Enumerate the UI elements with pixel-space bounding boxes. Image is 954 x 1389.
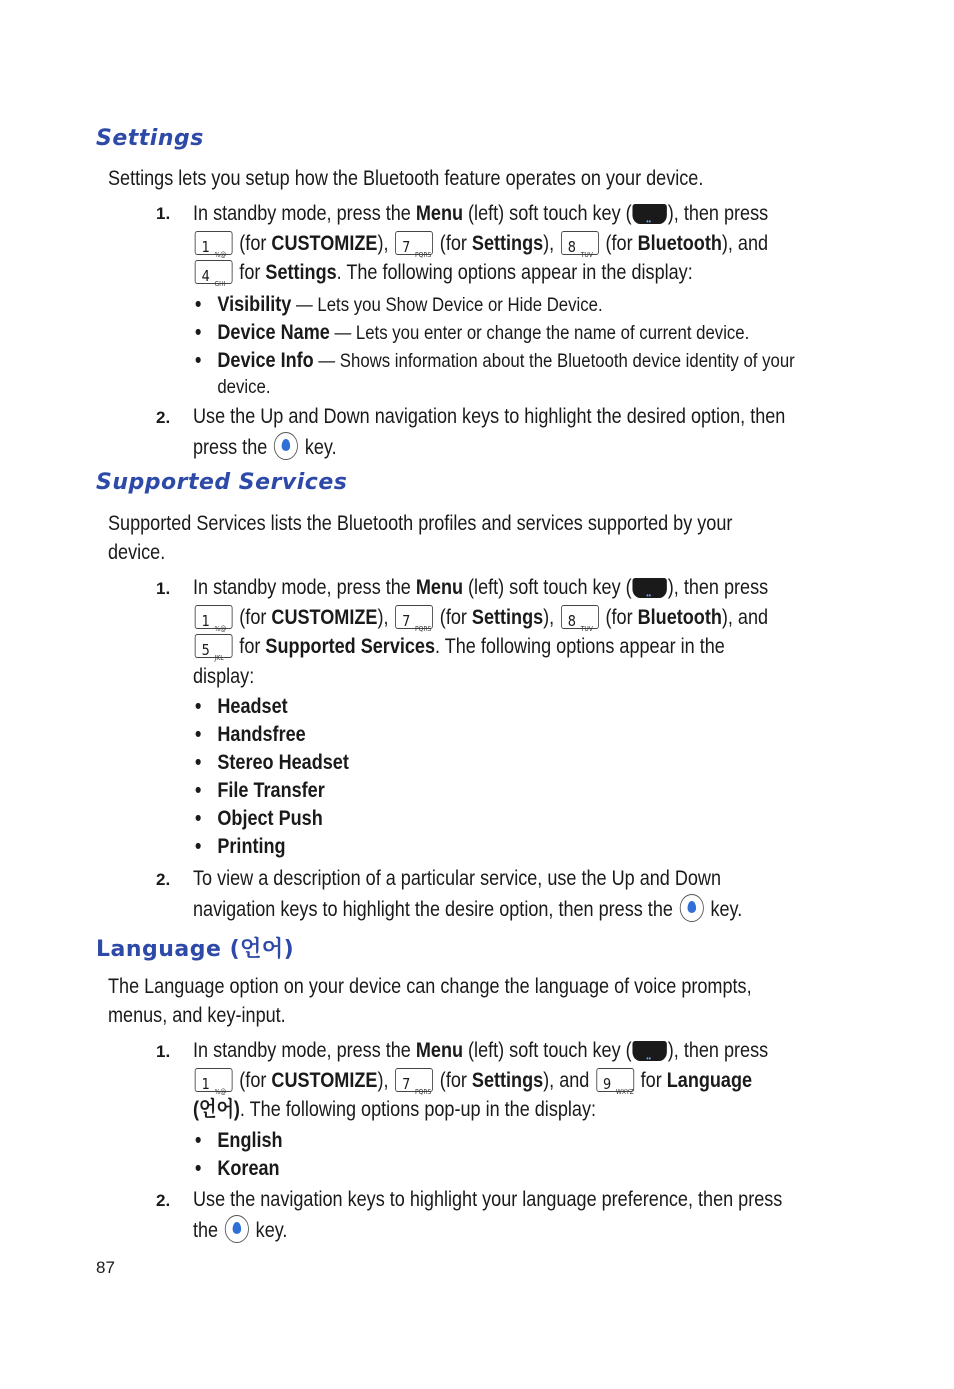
bullet-bold: Visibility xyxy=(217,293,292,316)
text: (for xyxy=(434,231,472,255)
text: ), xyxy=(377,605,389,629)
key-num: 9 xyxy=(602,1074,612,1093)
language-label: Language xyxy=(666,1068,753,1092)
settings-label: Settings xyxy=(265,261,337,284)
key-letters: WXYZ xyxy=(615,1087,634,1096)
key-letters: PQRS xyxy=(415,624,432,633)
bullet-english: • English xyxy=(195,1129,283,1152)
text: display: xyxy=(193,664,255,688)
text: key. xyxy=(250,1218,288,1242)
text: (for xyxy=(434,1068,472,1092)
text: ), xyxy=(377,1068,389,1092)
key-7-icon xyxy=(395,231,433,259)
text: (for xyxy=(600,231,638,255)
bullet-text: device. xyxy=(217,376,271,398)
key-num: 1 xyxy=(201,237,210,256)
key-letters: TUV xyxy=(580,250,593,259)
bullet-bold: File Transfer xyxy=(217,779,325,802)
settings-label: Settings xyxy=(471,231,544,255)
ok-key-icon xyxy=(274,432,298,460)
customize-label: CUSTOMIZE xyxy=(271,231,378,255)
text: (for xyxy=(600,605,638,629)
key-letters: %@ xyxy=(214,624,227,633)
key-letters: PQRS xyxy=(415,250,432,259)
text: key. xyxy=(705,897,743,921)
page-number: 87 xyxy=(96,1258,115,1277)
bullet-bold: Handsfree xyxy=(217,723,306,746)
language-intro xyxy=(108,972,822,1030)
text: (left) soft touch key ( xyxy=(463,202,632,225)
key-letters: %@ xyxy=(214,1087,227,1096)
text: ), xyxy=(543,231,555,255)
supported-step1-number: 1. xyxy=(156,579,171,598)
bullet-bold: Stereo Headset xyxy=(217,751,349,774)
text: . The following options pop-up in the display: xyxy=(239,1098,597,1121)
text: ), and xyxy=(721,605,769,629)
key-num: 8 xyxy=(567,237,577,256)
settings-intro: Settings lets you setup how the Bluetooth feature operates on your device. xyxy=(108,167,704,190)
key-num: 5 xyxy=(201,641,210,659)
supported-step2 xyxy=(193,864,829,924)
language-step1-number: 1. xyxy=(156,1042,171,1061)
menu-label: Menu xyxy=(415,202,464,225)
settings-heading: Settings xyxy=(96,126,204,151)
text: Supported Services lists the Bluetooth profiles and services supported by your xyxy=(108,512,733,535)
settings-label: Settings xyxy=(471,1068,544,1092)
supported-step2-number: 2. xyxy=(156,870,171,889)
text: navigation keys to highlight the desire option, then press the xyxy=(193,897,678,921)
ok-key-icon xyxy=(225,1215,249,1243)
bullet-stereo-headset: • Stereo Headset xyxy=(195,751,349,774)
key-1-icon xyxy=(195,231,233,259)
bullet-bold: Printing xyxy=(217,835,286,858)
text: . The following options appear in the xyxy=(435,635,725,658)
bullet-bold: Object Push xyxy=(217,807,323,830)
settings-label: Settings xyxy=(471,605,544,629)
bullet-text: — Lets you enter or change the name of current device. xyxy=(329,322,750,344)
key-5-icon xyxy=(195,634,233,662)
text: (for xyxy=(234,1068,272,1092)
key-8-icon xyxy=(561,231,599,259)
text: Use the navigation keys to highlight your language preference, then press xyxy=(193,1188,783,1211)
key-7-icon xyxy=(395,605,433,633)
settings-step1-number: 1. xyxy=(156,204,171,223)
key-num: 4 xyxy=(201,267,210,285)
left-soft-key-icon xyxy=(633,1041,667,1061)
key-letters: JKL xyxy=(214,654,224,662)
text: (left) soft touch key ( xyxy=(463,576,632,599)
bullet-korean: • Korean xyxy=(195,1157,280,1180)
language-heading: Language (언어) xyxy=(96,937,295,962)
key-letters: %@ xyxy=(214,250,227,259)
key-num: 1 xyxy=(201,1074,210,1093)
text: for xyxy=(234,261,266,284)
bluetooth-label: Bluetooth xyxy=(637,605,722,629)
key-letters: GHI xyxy=(214,280,226,288)
key-num: 1 xyxy=(201,611,210,630)
bullet-bold: English xyxy=(217,1129,283,1152)
text: ), then press xyxy=(667,576,769,599)
key-letters: PQRS xyxy=(415,1087,432,1096)
language-korean-label: (언어) xyxy=(193,1098,240,1121)
customize-label: CUSTOMIZE xyxy=(271,605,378,629)
language-step2-number: 2. xyxy=(156,1191,171,1210)
text: The Language option on your device can change the language of voice prompts, xyxy=(108,975,752,998)
text: key. xyxy=(299,435,337,459)
bullet-object-push: • Object Push xyxy=(195,807,323,830)
text: (for xyxy=(234,605,272,629)
bullet-handsfree: • Handsfree xyxy=(195,723,306,746)
settings-step2-number: 2. xyxy=(156,408,171,427)
text: (for xyxy=(234,231,272,255)
bullet-text: — Shows information about the Bluetooth device identity of your xyxy=(313,350,795,372)
text: for xyxy=(635,1068,667,1092)
text: (left) soft touch key ( xyxy=(463,1039,632,1062)
bullet-bold: Device Name xyxy=(217,321,330,344)
key-num: 8 xyxy=(567,611,577,630)
key-8-icon xyxy=(561,605,599,633)
left-soft-key-icon xyxy=(633,204,667,224)
text: for xyxy=(234,635,266,658)
text: ), xyxy=(543,605,555,629)
menu-label: Menu xyxy=(415,1039,464,1062)
menu-label: Menu xyxy=(415,576,464,599)
text: menus, and key-input. xyxy=(108,1004,286,1027)
supported-services-heading: Supported Services xyxy=(96,470,348,495)
text: In standby mode, press the xyxy=(193,202,416,225)
language-step1 xyxy=(193,1036,829,1125)
text: Use the Up and Down navigation keys to highlight the desired option, then xyxy=(193,405,786,428)
text: ), then press xyxy=(667,202,769,225)
supported-step1 xyxy=(193,573,829,691)
bullet-headset: • Headset xyxy=(195,695,288,718)
ok-key-icon xyxy=(680,894,704,922)
key-9-icon xyxy=(596,1068,634,1096)
settings-step1 xyxy=(193,199,829,288)
text: . The following options appear in the display: xyxy=(336,261,693,284)
bullet-device-name: • Device Name — Lets you enter or change the name of current device. xyxy=(195,321,750,344)
bullet-visibility: • Visibility — Lets you Show Device or Hide Device. xyxy=(195,293,603,316)
key-num: 7 xyxy=(402,237,411,256)
supported-intro xyxy=(108,509,822,567)
key-num: 7 xyxy=(402,611,411,630)
bullet-text: — Lets you Show Device or Hide Device. xyxy=(291,294,603,316)
text: device. xyxy=(108,541,166,564)
text: ), xyxy=(377,231,389,255)
customize-label: CUSTOMIZE xyxy=(271,1068,378,1092)
key-letters: TUV xyxy=(580,624,593,633)
text: ), then press xyxy=(667,1039,769,1062)
bullet-bold: Headset xyxy=(217,695,288,718)
text: the xyxy=(193,1218,224,1242)
settings-step2 xyxy=(193,402,829,462)
key-1-icon xyxy=(195,605,233,633)
bullet-file-transfer: • File Transfer xyxy=(195,779,325,802)
text: In standby mode, press the xyxy=(193,1039,416,1062)
bullet-bold: Device Info xyxy=(217,349,314,372)
key-7-icon xyxy=(395,1068,433,1096)
key-1-icon xyxy=(195,1068,233,1096)
left-soft-key-icon xyxy=(633,578,667,598)
text: (for xyxy=(434,605,472,629)
text: ), and xyxy=(721,231,769,255)
supported-services-label: Supported Services xyxy=(265,635,436,658)
bullet-device-info: • Device Info — Shows information about the Bluetooth device identity of your device. xyxy=(195,349,795,398)
text: In standby mode, press the xyxy=(193,576,416,599)
language-step2 xyxy=(193,1185,829,1245)
key-4-icon xyxy=(195,260,233,288)
text: press the xyxy=(193,435,273,459)
bullet-bold: Korean xyxy=(217,1157,280,1180)
bluetooth-label: Bluetooth xyxy=(637,231,722,255)
key-num: 7 xyxy=(402,1074,411,1093)
text: To view a description of a particular service, use the Up and Down xyxy=(193,867,722,890)
text: ), and xyxy=(543,1068,590,1092)
bullet-printing: • Printing xyxy=(195,835,286,858)
